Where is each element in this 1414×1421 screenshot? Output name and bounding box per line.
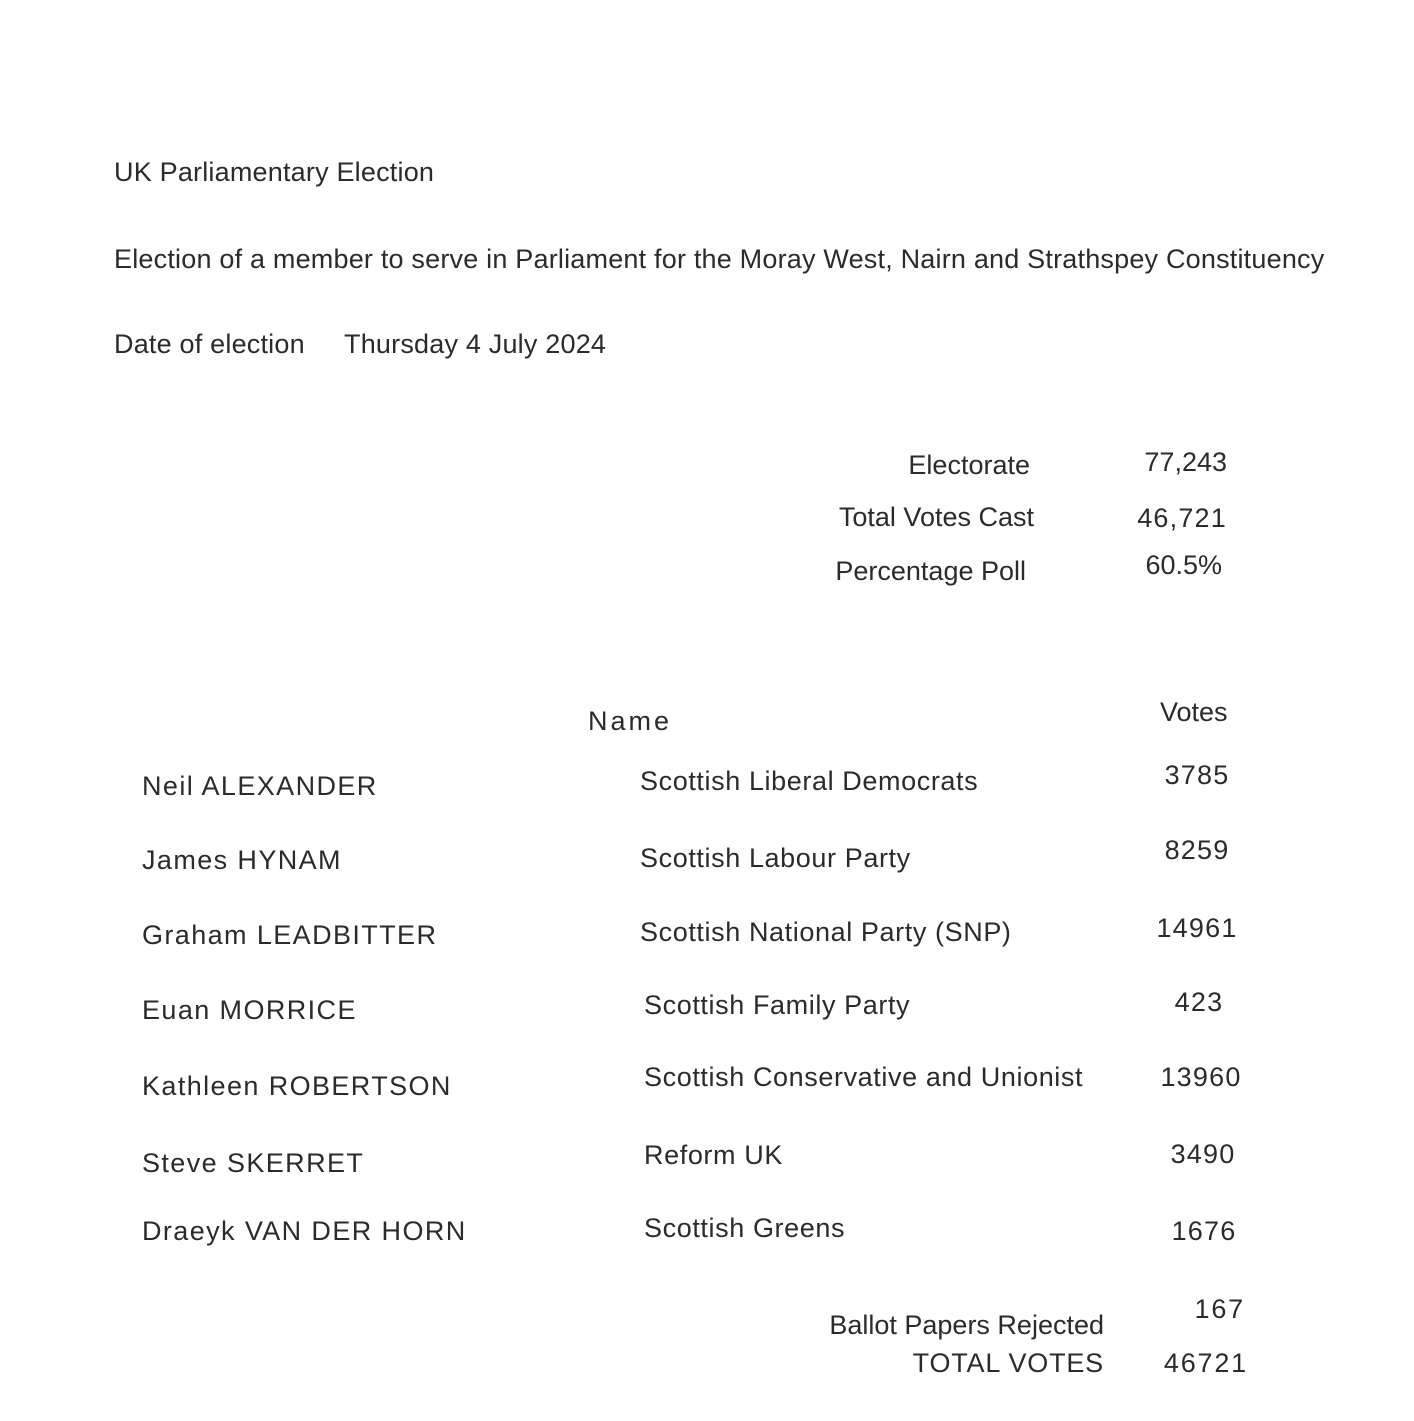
name-column-header: Name xyxy=(588,706,673,736)
candidate-party: Reform UK xyxy=(644,1140,783,1170)
candidate-name: Draeyk VAN DER HORN xyxy=(142,1216,467,1246)
candidate-party: Scottish Labour Party xyxy=(640,843,911,873)
candidate-party: Scottish National Party (SNP) xyxy=(640,917,1012,947)
candidate-party: Scottish Family Party xyxy=(644,990,911,1020)
total-votes-cast-label: Total Votes Cast xyxy=(838,502,1034,532)
electorate-value: 77,243 xyxy=(1144,447,1227,477)
election-date-label: Date of election xyxy=(114,329,305,359)
ballot-papers-rejected-label: Ballot Papers Rejected xyxy=(829,1310,1104,1340)
total-votes-label: TOTAL VOTES xyxy=(912,1348,1104,1378)
total-votes-cast-value: 46,721 xyxy=(1137,503,1227,533)
candidate-name: Euan MORRICE xyxy=(142,995,357,1025)
candidate-name: Graham LEADBITTER xyxy=(142,920,438,950)
candidate-votes: 14961 xyxy=(1156,913,1238,943)
candidate-name: James HYNAM xyxy=(142,845,342,875)
candidate-party: Scottish Liberal Democrats xyxy=(640,766,979,796)
candidate-name: Neil ALEXANDER xyxy=(142,771,378,801)
candidate-votes: 1676 xyxy=(1171,1216,1237,1246)
candidate-party: Scottish Greens xyxy=(644,1213,846,1243)
percentage-poll-label: Percentage Poll xyxy=(835,556,1026,586)
candidate-name: Steve SKERRET xyxy=(142,1148,365,1178)
election-date-value: Thursday 4 July 2024 xyxy=(344,329,607,359)
candidate-votes: 13960 xyxy=(1160,1062,1242,1092)
document-title: UK Parliamentary Election xyxy=(114,157,435,187)
candidate-votes: 3490 xyxy=(1170,1139,1236,1169)
electorate-label: Electorate xyxy=(908,450,1030,480)
candidate-votes: 423 xyxy=(1174,987,1224,1017)
votes-column-header: Votes xyxy=(1160,697,1228,727)
candidate-name: Kathleen ROBERTSON xyxy=(142,1071,452,1101)
candidate-party: Scottish Conservative and Unionist xyxy=(644,1062,1084,1092)
ballot-papers-rejected-value: 167 xyxy=(1194,1294,1245,1324)
candidate-votes: 3785 xyxy=(1164,760,1230,790)
total-votes-value: 46721 xyxy=(1163,1348,1248,1378)
percentage-poll-value: 60.5% xyxy=(1145,550,1222,580)
candidate-votes: 8259 xyxy=(1164,835,1230,865)
election-description: Election of a member to serve in Parliament for the Moray West, Nairn and Strathspey Constituency xyxy=(114,244,1325,274)
